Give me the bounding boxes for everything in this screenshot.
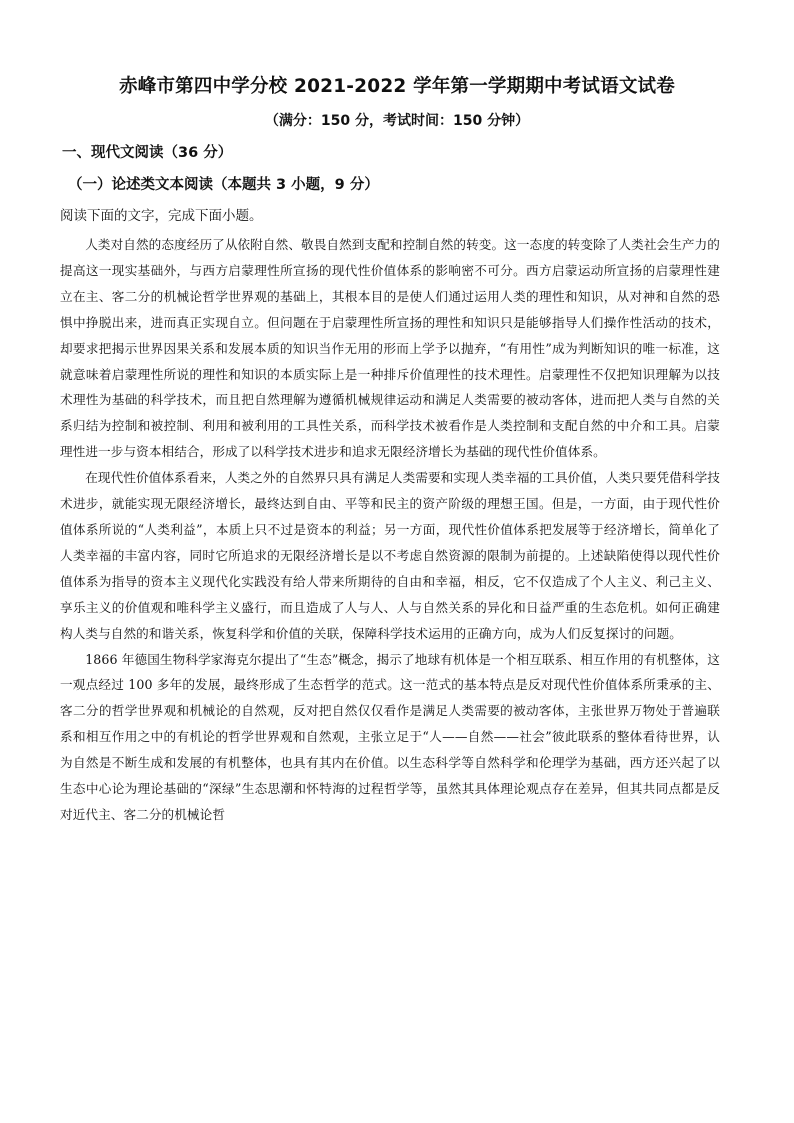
subsection-heading: （一）论述类文本阅读（本题共 3 小题，9 分） <box>68 177 379 193</box>
exam-subtitle: （满分：150 分，考试时间：150 分钟） <box>264 113 530 129</box>
passage-paragraph: 1866 年德国生物科学家海克尔提出了“生态”概念，揭示了地球有机体是一个相互联系、相互作用的有机整体，这一观点经过 100 多年的发展，最终形成了生态哲学的范式。这一范式的基本特点是反对现代性价值体系所秉承的主、客二分的哲学世界观和机械论的自然观，反对把自然仅仅看作是满足人类需要的被动客体，主张世界万物处于普遍联系和相互作用之中的有机论的哲学世界观和自然观，主张立足于“人——自然——社会”彼此联系的整体看待世界，认为自然是不断生成和发展的有机整体，也具有其内在价值。以生态科学等自然科学和伦理学为基础，西方还兴起了以生态中心论为理论基础的“深绿”生态思潮和怀特海的过程哲学等，虽然其具体理论观点存在差异，但其共同点都是反对近代主、客二分的机械论哲 <box>60 651 720 822</box>
reading-instruction: 阅读下面的文字，完成下面小题。 <box>60 208 263 224</box>
reading-passage <box>60 232 720 828</box>
passage-paragraph: 在现代性价值体系看来，人类之外的自然界只具有满足人类需要和实现人类幸福的工具价值，人类只要凭借科学技术进步，就能实现无限经济增长，最终达到自由、平等和民主的资产阶级的理想王国。但是，一方面，由于现代性价值体系所说的“人类利益”，本质上只不过是资本的利益；另一方面，现代性价值体系把发展等于经济增长，简单化了人类幸福的丰富内容，同时它所追求的无限经济增长是以不考虑自然资源的限制为前提的。上述缺陷使得以现代性价值体系为指导的资本主义现代化实践没有给人带来所期待的自由和幸福，相反，它不仅造成了个人主义、利己主义、享乐主义的价值观和唯科学主义盛行，而且造成了人与人、人与自然关系的异化和日益严重的生态危机。如何正确建构人类与自然的和谐关系，恢复科学和价值的关联，保障科学技术运用的正确方向，成为人们反复探讨的问题。 <box>60 470 720 641</box>
exam-title: 赤峰市第四中学分校 2021-2022 学年第一学期期中考试语文试卷 <box>119 76 675 97</box>
section-heading: 一、现代文阅读（36 分） <box>62 145 233 161</box>
exam-page <box>60 62 720 828</box>
passage-paragraph: 人类对自然的态度经历了从依附自然、敬畏自然到支配和控制自然的转变。这一态度的转变除了人类社会生产力的提高这一现实基础外，与西方启蒙理性所宣扬的现代性价值体系的影响密不可分。西方启蒙运动所宣扬的启蒙理性建立在主、客二分的机械论哲学世界观的基础上，其根本目的是使人们通过运用人类的理性和知识，从对神和自然的恐惧中挣脱出来，进而真正实现自立。但问题在于启蒙理性所宣扬的理性和知识只是能够指导人们操作性活动的技术，却要求把揭示世界因果关系和发展本质的知识当作无用的形而上学予以抛弃，“有用性”成为判断知识的唯一标准，这就意味着启蒙理性所说的理性和知识的本质实际上是一种排斥价值理性的技术理性。启蒙理性不仅把知识理解为以技术理性为基础的科学技术，而且把自然理解为遵循机械规律运动和满足人类需要的被动客体，进而把人类与自然的关系归结为控制和被控制、利用和被利用的工具性关系，而科学技术被看作是人类控制和支配自然的中介和工具。启蒙理性进一步与资本相结合，形成了以科学技术进步和追求无限经济增长为基础的现代性价值体系。 <box>60 237 720 460</box>
